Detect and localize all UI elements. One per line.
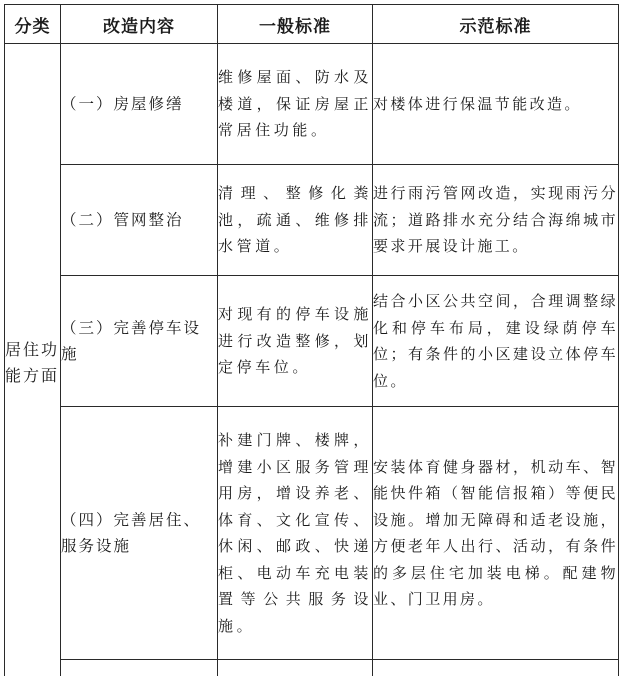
- renovation-standards-table: [4, 4, 619, 676]
- general-standard-cell: 清理、整修化粪池，疏通、维修排水管道。: [218, 165, 373, 276]
- table-row: [5, 44, 619, 165]
- header-general-standard: 一般标准: [218, 5, 373, 44]
- demonstration-standard-cell: 结合小区公共空间，合理调整绿化和停车布局，建设绿荫停车位；有条件的小区建设立体停车位。: [373, 276, 619, 407]
- content-cell-empty: [61, 660, 218, 676]
- table-row: [5, 165, 619, 276]
- header-category: 分类: [5, 5, 61, 44]
- demonstration-standard-cell: 安装体育健身器材，机动车、智能快件箱（智能信报箱）等便民设施。增加无障碍和适老设施，方便老年人出行、活动，有条件的多层住宅加装电梯。配建物业、门卫用房。: [373, 407, 619, 660]
- category-cell: 居住功能方面: [5, 44, 61, 676]
- general-standard-cell: 对现有的停车设施进行改造整修，划定停车位。: [218, 276, 373, 407]
- demonstration-standard-cell: 对楼体进行保温节能改造。: [373, 44, 619, 165]
- general-standard-cell-empty: [218, 660, 373, 676]
- content-cell: （三）完善停车设施: [61, 276, 218, 407]
- general-standard-cell: 维修屋面、防水及楼道，保证房屋正常居住功能。: [218, 44, 373, 165]
- content-cell: （二）管网整治: [61, 165, 218, 276]
- general-standard-cell: 补建门牌、楼牌，增建小区服务管理用房，增设养老、体育、文化宣传、休闲、邮政、快递柜、电动车充电装置等公共服务设施。: [218, 407, 373, 660]
- content-cell: （一）房屋修缮: [61, 44, 218, 165]
- demonstration-standard-cell-empty: [373, 660, 619, 676]
- table-header-row: [5, 5, 619, 44]
- table-row-cutoff: [5, 660, 619, 676]
- demonstration-standard-cell: 进行雨污管网改造，实现雨污分流；道路排水充分结合海绵城市要求开展设计施工。: [373, 165, 619, 276]
- header-content: 改造内容: [61, 5, 218, 44]
- table-row: [5, 407, 619, 660]
- table-row: [5, 276, 619, 407]
- content-cell: （四）完善居住、服务设施: [61, 407, 218, 660]
- header-demonstration-standard: 示范标准: [373, 5, 619, 44]
